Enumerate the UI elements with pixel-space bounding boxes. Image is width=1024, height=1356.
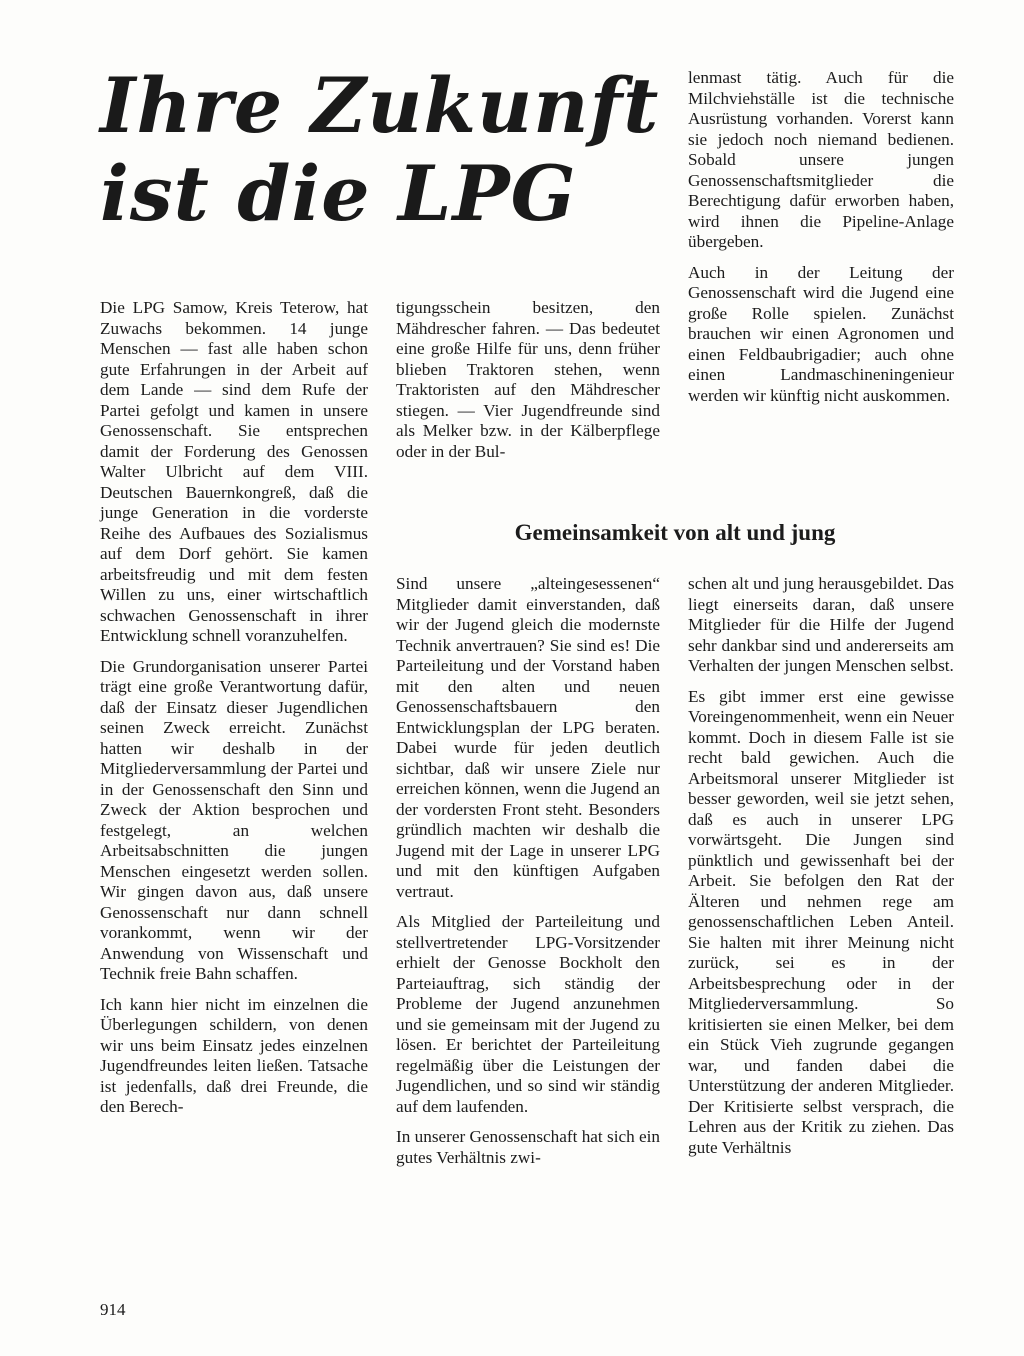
column-4 xyxy=(396,574,660,1178)
paragraph: Auch in der Leitung der Genossenschaft wird die Jugend eine große Rolle spielen. Zunächst brauchen wir einen Agronomen und einen Feldbaubrigadier; auch ohne einen Landmaschineningenieur werden wir künftig nicht auskommen. xyxy=(688,262,954,405)
article-title xyxy=(100,62,660,238)
column-1 xyxy=(100,298,368,1128)
page-number: 914 xyxy=(100,1300,126,1319)
paragraph: Ich kann hier nicht im einzelnen die Überlegungen schildern, von denen wir uns beim Einsatz jedes einzelnen Jugendfreundes leiten ließen. Tatsache ist jedenfalls, daß drei Freunde, die den Berech- xyxy=(100,994,368,1116)
paragraph: lenmast tätig. Auch für die Milchviehställe ist die technische Ausrüstung vorhanden. Vorerst kann sie jedoch noch niemand bedienen. Sobald unsere jungen Genossenschaftsmitglieder die Berechtigung dafür erworben haben, wird ihnen die Pipeline-Anlage übergeben. xyxy=(688,68,954,251)
paragraph: Es gibt immer erst eine gewisse Voreingenommenheit, wenn ein Neuer kommt. Doch in diesem Falle ist sie recht bald gewichen. Auch die Arbeitsmoral unserer Mitglieder ist besser geworden, weil sie jetzt sehen, daß es auch in unserer LPG vorwärtsgeht. Die Jungen sind pünktlich und gewissenhaft bei der Arbeit. Sie befolgen den Rat der Älteren und nehmen rege am genossenschaftlichen Leben Anteil. Sie halten mit ihrer Meinung nicht zurück, sei es in der Arbeitsbesprechung oder in der Mitgliederversammlung. So kritisierten sie einen Melker, bei dem ein Stück Vieh zugrunde gegangen war, und fanden dabei die Unterstützung der anderen Mitglieder. Der Kritisierte selbst versprach, die Lehren aus der Kritik zu ziehen. Das gute Verhältnis xyxy=(688,686,954,1157)
column-5 xyxy=(688,574,954,1168)
paragraph: tigungsschein besitzen, den Mähdrescher fahren. — Das bedeutet eine große Hilfe für uns, denn früher blieben Traktoren stehen, wenn Traktoristen auf den Mähdrescher stiegen. — Vier Jugendfreunde sind als Melker bzw. in der Kälberpflege oder in der Bul- xyxy=(396,298,660,461)
paragraph: Als Mitglied der Parteileitung und stellvertretender LPG-Vorsitzender erhielt der Genosse Bockholt den Parteiauftrag, sich ständig der Probleme der Jugend anzunehmen und sie gemeinsam mit der Jugend zu lösen. Er berichtet der Parteileitung regelmäßig über die Leistungen der Jugendlichen, und so sind wir ständig auf dem laufenden. xyxy=(396,912,660,1116)
title-line-2: ist die LPG xyxy=(100,149,577,238)
paragraph: In unserer Genossenschaft hat sich ein gutes Verhältnis zwi- xyxy=(396,1127,660,1167)
column-2 xyxy=(396,298,660,472)
section-heading: Gemeinsamkeit von alt und jung xyxy=(514,520,836,545)
title-line-1: Ihre Zukunft xyxy=(100,61,660,150)
column-3 xyxy=(688,68,954,416)
paragraph: Die Grundorganisation unserer Partei trägt eine große Verantwortung dafür, daß der Einsatz dieser Jugendlichen seinen Zweck erreicht. Zunächst hatten wir deshalb in der Mitgliederversammlung der Partei und in der Genossenschaft den Sinn und Zweck der Aktion besprochen und festgelegt, an welchen Arbeitsabschnitten die jungen Menschen eingesetzt werden sollen. Wir gingen davon aus, daß unsere Genossenschaft nur dann schnell vorankommt, wenn wir der Anwendung von Wissenschaft und Technik freie Bahn schaffen. xyxy=(100,656,368,983)
paragraph: Die LPG Samow, Kreis Teterow, hat Zuwachs bekommen. 14 junge Menschen — fast alle haben schon gute Erfahrungen in der Arbeit auf dem Lande — sind dem Rufe der Partei gefolgt und kamen in unsere Genossenschaft. Sie entsprechen damit der Forderung des Genossen Walter Ulbricht auf dem VIII. Deutschen Bauernkongreß, daß die junge Generation in die vorderste Reihe des Aufbaues des Sozialismus auf dem Dorf gehört. Sie kamen arbeitsfreudig und mit dem festen Willen zu uns, einer wirtschaftlich schwachen Genossenschaft in ihrer Entwicklung schnell voranzuhelfen. xyxy=(100,298,368,645)
paragraph: schen alt und jung herausgebildet. Das liegt einerseits daran, daß unsere Mitglieder für die Hilfe der Jugend sehr dankbar sind und andererseits am Verhalten der jungen Menschen selbst. xyxy=(688,574,954,675)
paragraph: Sind unsere „alteingesessenen“ Mitglieder damit einverstanden, daß wir der Jugend gleich die modernste Technik anvertrauen? Sie sind es! Die Parteileitung und der Vorstand haben mit den alten und neuen Genossenschaftsbauern den Entwicklungsplan der LPG beraten. Dabei wurde für jeden deutlich sichtbar, daß wir unsere Ziele nur erreichen können, wenn die Jugend an der vordersten Front steht. Besonders gründlich machten wir deshalb die Jugend mit der Lage in unserer LPG und mit den künftigen Aufgaben vertraut. xyxy=(396,574,660,901)
